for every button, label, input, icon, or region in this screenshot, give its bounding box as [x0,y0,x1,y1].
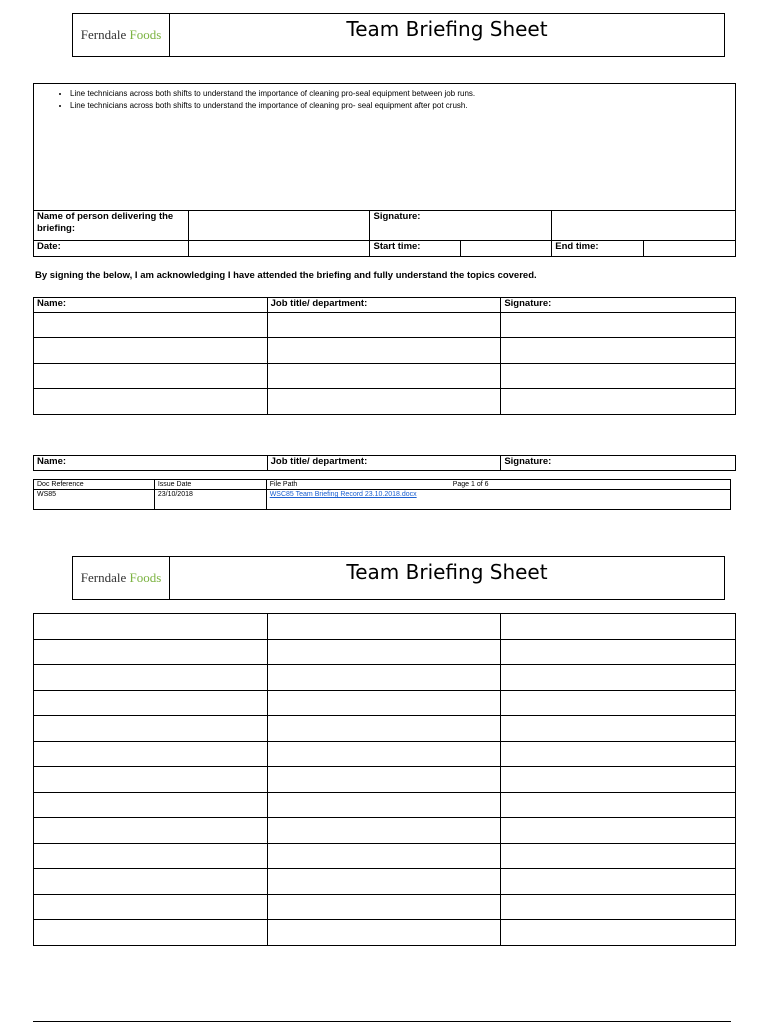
name-cell[interactable] [34,920,268,946]
page-title: Team Briefing Sheet [346,560,548,584]
job-title-cell[interactable] [267,640,501,665]
signature-header: Signature: [501,456,736,471]
job-title-cell[interactable] [267,716,501,742]
signature-header: Signature: [501,298,736,313]
name-cell[interactable] [34,844,268,869]
header-box-page1 [72,13,725,57]
name-cell[interactable] [34,818,268,844]
issue-date-header: Issue Date [154,480,266,490]
table-row [34,338,736,364]
attendance-table [33,297,736,415]
issue-date-value: 23/10/2018 [154,490,266,510]
name-cell[interactable] [34,767,268,793]
date-field[interactable] [188,241,370,257]
signature-label: Signature: [370,211,552,241]
name-header: Name: [34,456,268,471]
job-title-cell[interactable] [267,742,501,767]
signature-cell[interactable] [501,920,736,946]
name-cell[interactable] [34,640,268,665]
table-row [34,793,736,818]
name-cell[interactable] [34,691,268,716]
job-title-cell[interactable] [267,389,501,415]
topic-item: • Line technicians across both shifts to understand the importance of cleaning pro- seal equipment after pot crush. [70,100,475,112]
signature-cell[interactable] [501,742,736,767]
table-row [34,920,736,946]
presenter-field[interactable] [188,211,370,241]
acknowledgement-text: By signing the below, I am acknowledging I have attended the briefing and fully understand the topics covered. [35,270,537,281]
job-title-cell[interactable] [267,313,501,338]
job-title-cell[interactable] [267,364,501,389]
name-cell[interactable] [34,665,268,691]
name-header: Name: [34,298,268,313]
table-row [34,614,736,640]
table-row [34,716,736,742]
name-cell[interactable] [34,313,268,338]
presenter-signature-field[interactable] [552,211,736,241]
signature-cell[interactable] [501,338,736,364]
signature-cell[interactable] [501,844,736,869]
job-title-cell[interactable] [267,767,501,793]
company-logo [73,14,170,56]
table-row [34,767,736,793]
table-row [34,364,736,389]
topics-list [34,88,475,112]
document-footer-table [33,479,731,510]
table-row [34,742,736,767]
table-row [34,691,736,716]
table-row [34,313,736,338]
name-cell[interactable] [34,895,268,920]
signature-cell[interactable] [501,793,736,818]
job-title-cell[interactable] [267,844,501,869]
job-title-cell[interactable] [267,793,501,818]
company-logo [73,557,170,599]
signature-cell[interactable] [501,895,736,920]
signature-cell[interactable] [501,665,736,691]
table-row [34,665,736,691]
signature-cell[interactable] [501,716,736,742]
signature-cell[interactable] [501,691,736,716]
end-time-field[interactable] [644,241,736,257]
job-title-cell[interactable] [267,614,501,640]
table-row [34,818,736,844]
name-cell[interactable] [34,742,268,767]
logo-brand-part2: Foods [129,570,162,585]
signature-cell[interactable] [501,614,736,640]
name-cell[interactable] [34,338,268,364]
file-path-link[interactable]: WSC85 Team Briefing Record 23.10.2018.docx [269,491,417,498]
job-title-cell[interactable] [267,895,501,920]
page-title: Team Briefing Sheet [346,17,548,41]
logo-brand-part1: Ferndale [80,570,127,585]
signature-cell[interactable] [501,818,736,844]
job-title-cell[interactable] [267,338,501,364]
name-cell[interactable] [34,793,268,818]
date-label: Date: [34,241,189,257]
name-cell[interactable] [34,614,268,640]
start-time-label: Start time: [370,241,461,257]
end-time-label: End time: [552,241,644,257]
name-cell[interactable] [34,364,268,389]
start-time-field[interactable] [461,241,552,257]
file-path-header [266,480,730,490]
signature-cell[interactable] [501,364,736,389]
briefing-details-table [33,210,736,257]
signature-cell[interactable] [501,389,736,415]
job-title-cell[interactable] [267,869,501,895]
table-row [34,389,736,415]
page-number: Page 1 of 6 [452,481,489,488]
signature-cell[interactable] [501,767,736,793]
name-cell[interactable] [34,389,268,415]
table-row [34,869,736,895]
file-path-label: File Path [269,481,298,488]
attendance-table-continued [33,455,736,471]
header-box-page2 [72,556,725,600]
job-title-cell[interactable] [267,665,501,691]
table-row [34,844,736,869]
job-title-cell[interactable] [267,818,501,844]
signature-cell[interactable] [501,313,736,338]
topic-item: • Line technicians across both shifts to understand the importance of cleaning pro-seal equipment between job runs. [70,88,475,100]
attendance-grid-page2 [33,613,736,946]
name-cell[interactable] [34,869,268,895]
table-row [34,640,736,665]
job-title-header: Job title/ department: [267,456,501,471]
table-row [34,895,736,920]
job-title-cell[interactable] [267,691,501,716]
presenter-label: Name of person delivering the briefing: [34,211,189,241]
topics-box [33,83,736,210]
doc-reference-header: Doc Reference [34,480,155,490]
job-title-header: Job title/ department: [267,298,501,313]
job-title-cell[interactable] [267,920,501,946]
signature-cell[interactable] [501,640,736,665]
name-cell[interactable] [34,716,268,742]
signature-cell[interactable] [501,869,736,895]
logo-brand-part2: Foods [129,27,162,42]
doc-reference-value: WS85 [34,490,155,510]
logo-brand-part1: Ferndale [80,27,127,42]
